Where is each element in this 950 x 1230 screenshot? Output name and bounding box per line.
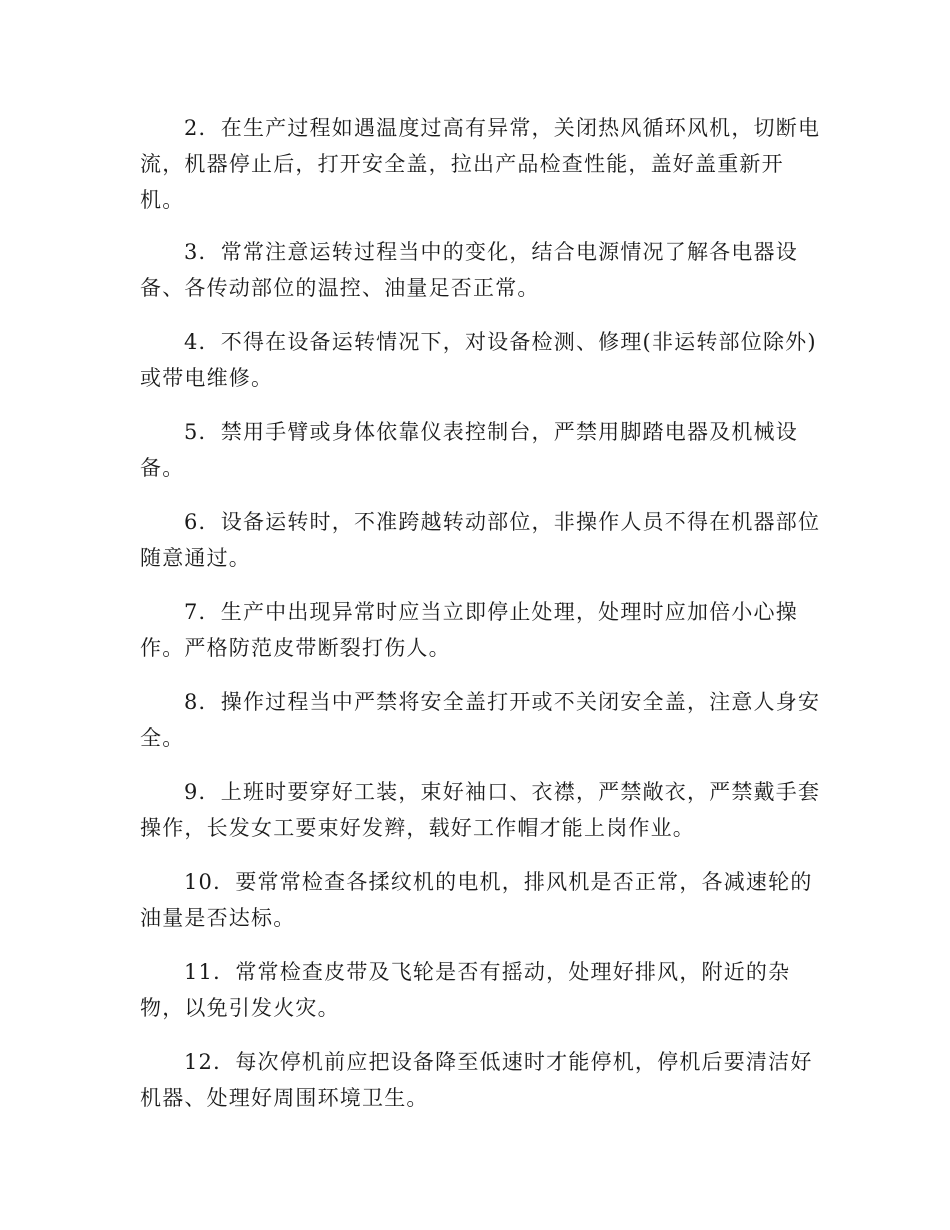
paragraph-line: 全。 [140, 726, 185, 750]
paragraph-line: 操作，长发女工要束好发辫，载好工作帽才能上岗作业。 [140, 816, 695, 840]
paragraph-line: 物，以免引发火灾。 [140, 996, 340, 1020]
paragraph-line: 3．常常注意运转过程当中的变化，结合电源情况了解各电器设 [184, 240, 798, 264]
paragraph-line: 11．常常检查皮带及飞轮是否有摇动，处理好排风，附近的杂 [184, 960, 791, 984]
paragraph-line: 4．不得在设备运转情况下，对设备检测、修理(非运转部位除外) [184, 330, 817, 354]
paragraph-item-7 [140, 594, 812, 666]
paragraph-line: 9．上班时要穿好工装，束好袖口、衣襟，严禁敞衣，严禁戴手套 [184, 780, 821, 804]
paragraph-line: 随意通过。 [140, 546, 251, 570]
paragraph-line: 备、各传动部位的温控、油量足否正常。 [140, 276, 540, 300]
paragraph-item-8 [140, 684, 821, 756]
paragraph-item-10 [140, 864, 812, 936]
paragraph-line: 2．在生产过程如遇温度过高有异常，关闭热风循环风机，切断电 [184, 116, 821, 140]
paragraph-line: 或带电维修。 [140, 366, 274, 390]
paragraph-line: 6．设备运转时，不准跨越转动部位，非操作人员不得在机器部位 [184, 510, 821, 534]
paragraph-item-5 [140, 414, 812, 486]
paragraph-item-9 [140, 774, 821, 846]
paragraph-line: 5．禁用手臂或身体依靠仪表控制台，严禁用脚踏电器及机械设 [184, 420, 798, 444]
paragraph-item-11 [140, 954, 812, 1026]
paragraph-line: 油量是否达标。 [140, 906, 296, 930]
paragraph-line: 机器、处理好周围环境卫生。 [140, 1086, 429, 1110]
paragraph-item-2 [140, 110, 821, 218]
paragraph-line: 流，机器停止后，打开安全盖，拉出产品检查性能，盖好盖重新开 [140, 152, 784, 176]
paragraph-line: 12．每次停机前应把设备降至低速时才能停机，停机后要清洁好 [184, 1050, 813, 1074]
paragraph-item-12 [140, 1044, 812, 1116]
paragraph-line: 机。 [140, 188, 185, 212]
paragraph-line: 作。严格防范皮带断裂打伤人。 [140, 636, 451, 660]
paragraph-line: 备。 [140, 456, 185, 480]
paragraph-line: 10．要常常检查各揉纹机的电机，排风机是否正常，各减速轮的 [184, 870, 813, 894]
paragraph-item-4 [140, 324, 817, 396]
paragraph-item-3 [140, 234, 812, 306]
paragraph-line: 7．生产中出现异常时应当立即停止处理，处理时应加倍小心操 [184, 600, 798, 624]
paragraph-item-6 [140, 504, 821, 576]
paragraph-line: 8．操作过程当中严禁将安全盖打开或不关闭安全盖，注意人身安 [184, 690, 821, 714]
